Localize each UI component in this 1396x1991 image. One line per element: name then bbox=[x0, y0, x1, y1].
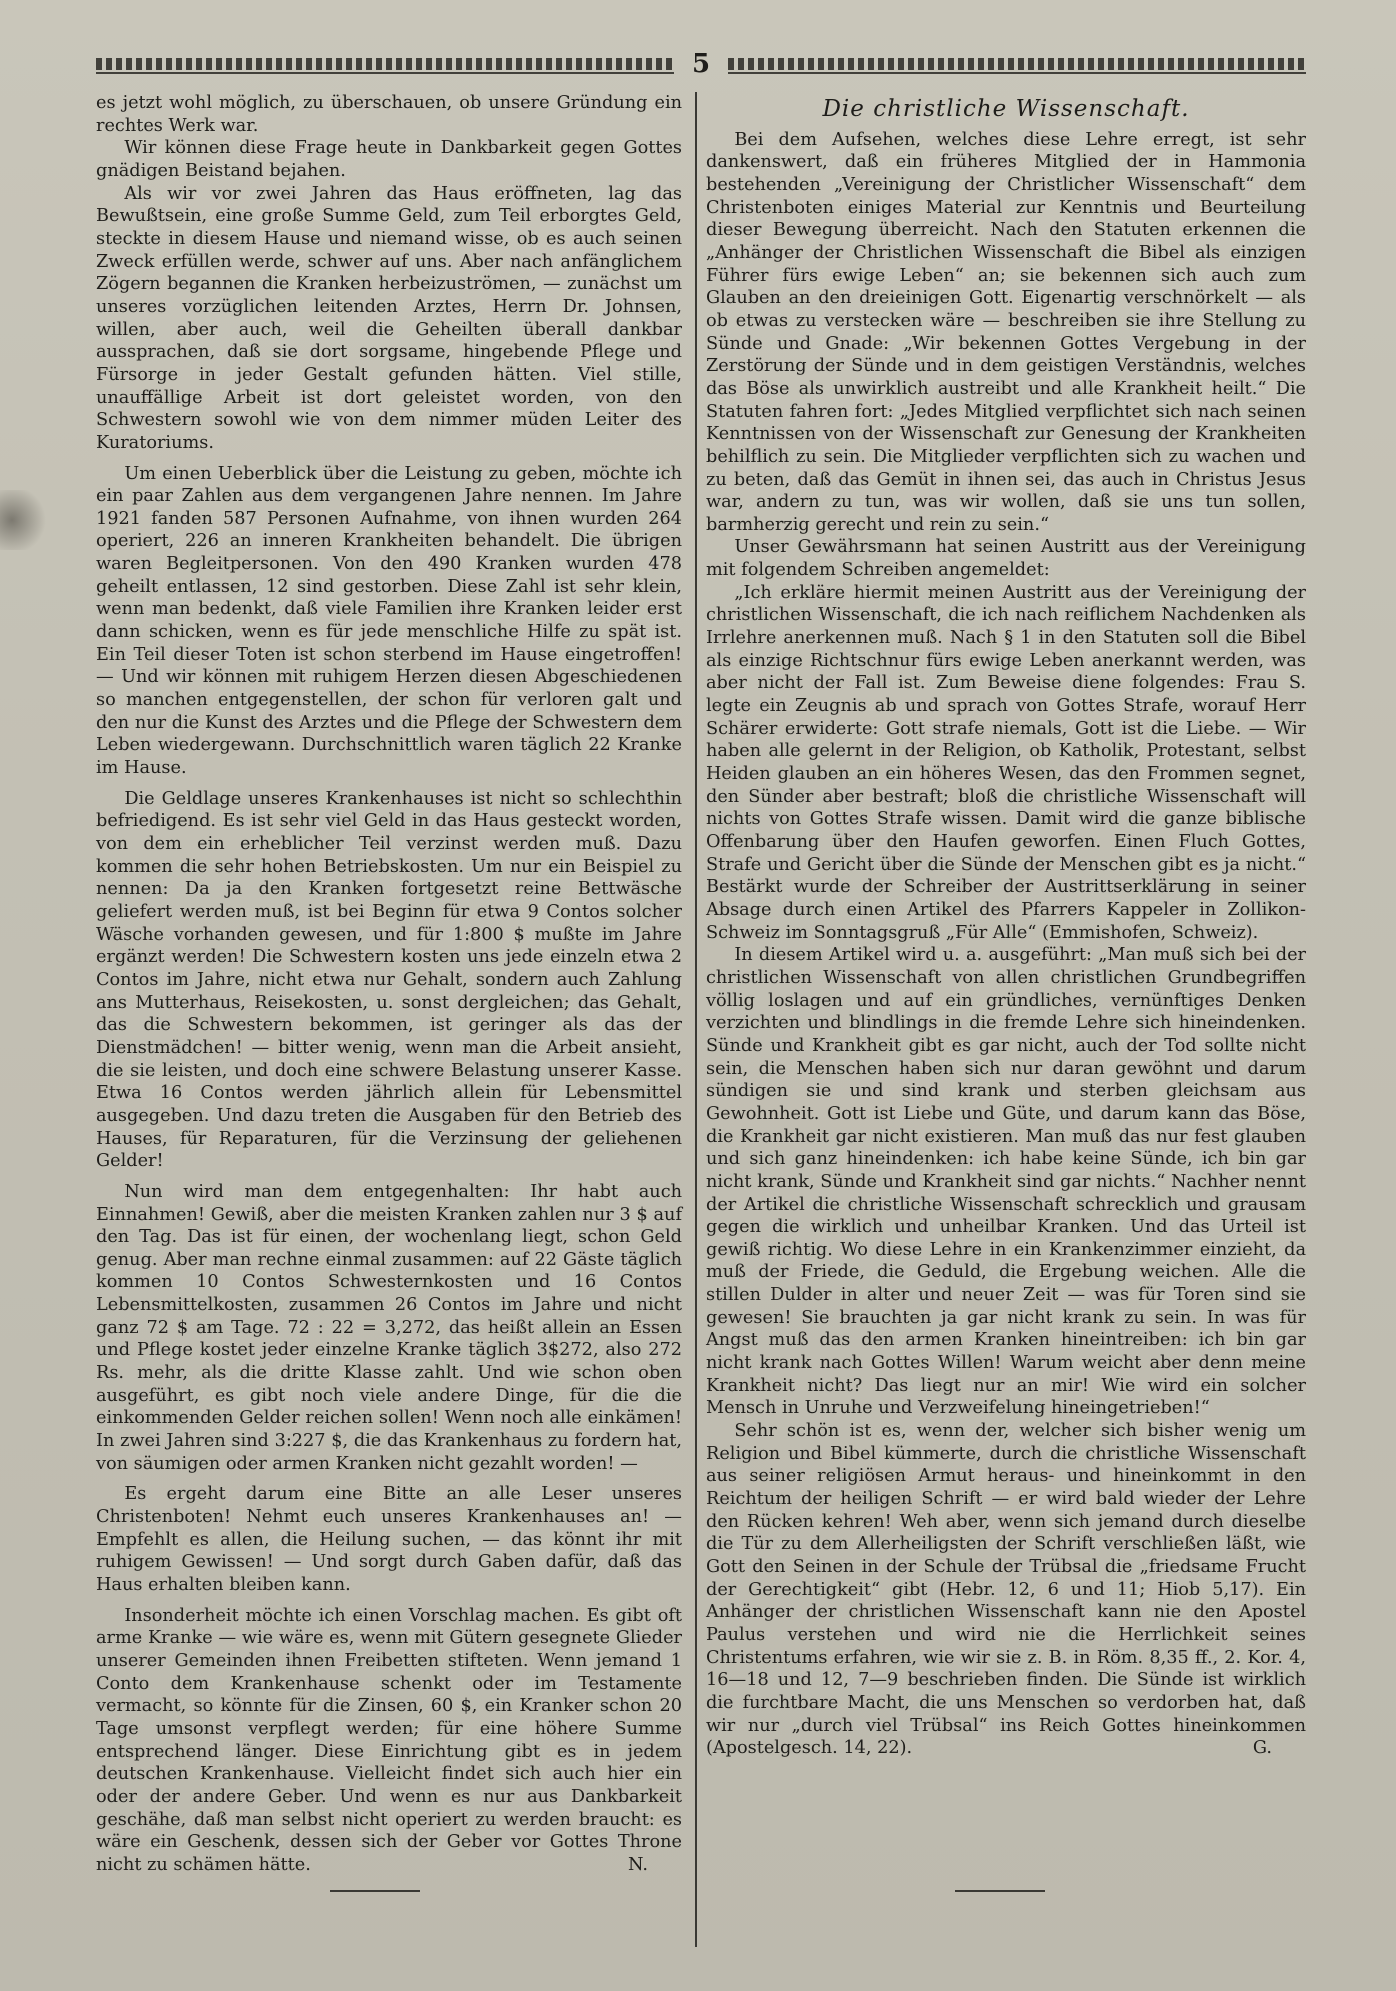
page-stain bbox=[0, 490, 60, 550]
right-paragraph bbox=[706, 1420, 1306, 1760]
right-paragraph: Unser Gewährsmann hat seinen Austritt aus der Vereinigung mit folgendem Schreiben angemeldet: bbox=[706, 537, 1306, 581]
right-paragraph-text: Sehr schön ist es, wenn der, welcher sich bisher wenig um Religion und Bibel kümmerte, durch die christliche Wissenschaft aus seiner religiösen Armut heraus- und hineinkommt in den Reichtum der heiligen Schrift — er wird bald wieder der Lehre den Rücken kehren! Weh aber, wenn sich jemand durch dieselbe die Tür zu dem Allerheiligsten der Schrift verschließen läßt, wie Gott den Seinen in der Schule der Trübsal die „friedsame Frucht der Gerechtigkeit“ gibt (Hebr. 12, 6 und 11; Hiob 5,17). Ein Anhänger der christlichen Wissenschaft kann nie den Apostel Paulus verstehen und wird nie die Herrlichkeit seines Christentums erfahren, wie wir sie z. B. in Röm. 8,35 ff., 2. Kor. 4, 16—18 und 12, 7—9 beschrieben finden. Die Sünde ist wirklich die furchtbare Macht, die uns Menschen so verdorben hat, daß wir nur „durch viel Trübsal“ ins Reich Gottes hineinkommen (Apostelgesch. 14, 22). bbox=[706, 1421, 1306, 1759]
right-paragraph: Bei dem Aufsehen, welches diese Lehre erregt, ist sehr dankenswert, daß ein früheres Mitglied der in Hammonia bestehenden „Vereinigung der Christlicher Wissenschaft“ dem Christenboten einiges Material zur Kenntnis und Beurteilung dieser Bewegung überreicht. Nach den Statuten erkennen die „Anhänger der Christlichen Wissenschaft die Bibel als einzigen Führer fürs ewige Leben“ an; sie bekennen sich auch zum Glauben an den dreieinigen Gott. Eigenartig verschnörkelt — als ob etwas zu verstecken wäre — beschreiben sie ihre Stellung zu Sünde und Gnade: „Wir bekennen Gottes Vergebung in der Zerstörung der Sünde und in dem geistigen Verständnis, welches das Böse als unwirklich austreibt und alle Krankheit heilt.“ Die Statuten fahren fort: „Jedes Mitglied verpflichtet sich nach seinen Kenntnissen von der Wissenschaft zur Genesung der Krankheiten behilflich zu sein. Die Mitglieder verpflichten sich zu wachen und zu beten, daß das Gemüt in ihnen sei, das auch in Christus Jesus war, andern zu tun, was wir wollen, daß sie uns tun sollen, barmherzig gerecht und rein zu sein.“ bbox=[706, 129, 1306, 535]
left-paragraph: es jetzt wohl möglich, zu überschauen, ob unsere Gründung ein rechtes Werk war. bbox=[96, 93, 682, 136]
author-signature: G. bbox=[1252, 1738, 1272, 1759]
left-paragraph: Um einen Ueberblick über die Leistung zu geben, möchte ich ein paar Zahlen aus dem vergangenen Jahre nennen. Im Jahre 1921 fanden 587 Personen Aufnahme, von ihnen wurden 264 operiert, 226 an inneren Krankheiten behandelt. Die übrigen waren Begleitpersonen. Von den 490 Kranken wurden 478 geheilt entlassen, 12 sind gestorben. Diese Zahl ist sehr klein, wenn man bedenkt, daß viele Familien ihre Kranken leider erst dann schicken, wenn es für jede menschliche Hilfe zu spät ist. Ein Teil dieser Toten ist schon sterbend im Hause eingetroffen! — Und wir können mit ruhigem Herzen diesen Abgeschiedenen so manchen entgegenstellen, der schon für verloren galt und den nur die Kunst des Arztes und die Pflege der Schwestern dem Leben wiedergewann. Durchschnittlich waren täglich 22 Kranke im Hause. bbox=[96, 463, 682, 779]
left-paragraph-text: Insonderheit möchte ich einen Vorschlag machen. Es gibt oft arme Kranke — wie wäre es, wenn mit Gütern gesegnete Glieder unserer Gemeinden ihnen Freibetten stifteten. Wenn jemand 1 Conto dem Krankenhause schenkt oder im Testamente vermacht, so könnte für die Zinsen, 60 $, ein Kranker schon 20 Tage umsonst verpflegt werden; für eine höhere Summe entsprechend länger. Diese Einrichtung gibt es in jedem deutschen Krankenhause. Vielleicht findet sich auch hier ein oder der andere Geber. Und wenn es nur aus Dankbarkeit geschähe, daß man selbst nicht operiert zu werden braucht: es wäre ein Geschenk, dessen sich der Geber vor Gottes Throne nicht zu schämen hätte. bbox=[96, 1605, 682, 1875]
left-paragraph: Die Geldlage unseres Krankenhauses ist nicht so schlechthin befriedigend. Es ist sehr viel Geld in das Haus gesteckt worden, von dem ein erheblicher Teil verzinst werden muß. Dazu kommen die sehr hohen Betriebskosten. Um nur ein Beispiel zu nennen: Da ja den Kranken fortgesetzt reine Bettwäsche geliefert werden muß, ist bei Beginn für etwa 9 Contos solcher Wäsche vorhanden gewesen, und für 1:800 $ mußte im Jahre ergänzt werden! Die Schwestern kosten uns jede einzeln etwa 2 Contos im Jahre, nicht etwa nur Gehalt, sondern auch Zahlung ans Mutterhaus, Reisekosten, u. sonst dergleichen; das Gehalt, das die Schwestern bekommen, ist geringer als das der Dienstmädchen! — bitter wenig, wenn man die Arbeit ansieht, die sie leisten, und doch eine schwere Belastung unserer Kasse. Etwa 16 Contos werden jährlich allein für Lebensmittel ausgegeben. Und dazu treten die Ausgaben für den Betrieb des Hauses, für Reparaturen, für die Verzinsung der geliehenen Gelder! bbox=[96, 788, 682, 1172]
column-divider bbox=[695, 92, 697, 1947]
page-number: 5 bbox=[691, 49, 711, 79]
left-paragraph bbox=[96, 1605, 682, 1877]
right-paragraph: „Ich erkläre hiermit meinen Austritt aus der Vereinigung der christlichen Wissenschaft, die ich nach reiflichem Nachdenken als Irrlehre anerkennen muß. Nach § 1 in den Statuten soll die Bibel als einzige Richtschnur fürs ewige Leben anerkannt werden, was aber nicht der Fall ist. Zum Beweise diene folgendes: Frau S. legte ein Zeugnis ab und sprach von Gottes Strafe, worauf Herr Schärer erwiderte: Gott strafe niemals, Gott ist die Liebe. — Wir haben alle gelernt in der Religion, ob Katholik, Protestant, selbst Heiden glauben an ein höheres Wesen, das den Frommen segnet, den Sünder aber bestraft; bloß die christliche Wissenschaft will nichts von Gottes Strafe wissen. Damit wird die ganze biblische Offenbarung über den Haufen geworfen. Einen Fluch Gottes, Strafe und Gericht über die Sünde der Menschen gibt es ja nicht.“ Bestärkt wurde der Schreiber der Austrittserklärung in seiner Absage durch einen Artikel des Pfarrers Kappeler in Zollikon-Schweiz im Sonntagsgruß „Für Alle“ (Emmishofen, Schweiz). bbox=[706, 582, 1306, 943]
author-signature: N. bbox=[628, 1854, 648, 1875]
end-rule-right bbox=[955, 1890, 1045, 1892]
left-column bbox=[96, 92, 682, 1877]
end-rule-left bbox=[330, 1890, 420, 1892]
left-paragraph: Als wir vor zwei Jahren das Haus eröffneten, lag das Bewußtsein, eine große Summe Geld, zum Teil erborgtes Geld, steckte in diesem Hause und niemand wisse, ob es auch seinen Zweck erfüllen werde, schwer auf uns. Aber nach anfänglichem Zögern begannen die Kranken herbeizuströmen, — zunächst um unseres vorzüglichen leitenden Arztes, Herrn Dr. Johnsen, willen, aber auch, weil die Geheilten überall dankbar aussprachen, daß sie dort sorgsame, hingebende Pflege und Fürsorge in jeder Gestalt gefunden hätten. Viel stille, unauffällige Arbeit ist dort geleistet worden, von den Schwestern sowohl wie von dem nimmer müden Leiter des Kuratoriums. bbox=[96, 183, 682, 453]
left-paragraph: Nun wird man dem entgegenhalten: Ihr habt auch Einnahmen! Gewiß, aber die meisten Kranken zahlen nur 3 $ auf den Tag. Das ist für einen, der wochenlang liegt, schon Geld genug. Aber man rechne einmal zusammen: auf 22 Gäste täglich kommen 10 Contos Schwesternkosten und 16 Contos Lebensmittelkosten, zusammen 26 Contos im Jahre und nicht ganz 72 $ am Tage. 72 : 22 = 3,272, das heißt allein an Essen und Pflege kostet jeder einzelne Kranke täglich 3$272, also 272 Rs. mehr, als die dritte Klasse zahlt. Und wie schon oben ausgeführt, es gibt noch viele andere Dinge, für die die einkommenden Gelder reichen sollen! Wenn noch alle einkämen! In zwei Jahren sind 3:227 $, die das Krankenhaus zu fordern hat, von säumigen oder armen Kranken nicht gezahlt worden! — bbox=[96, 1181, 682, 1474]
right-column bbox=[706, 92, 1306, 1760]
left-paragraph: Wir können diese Frage heute in Dankbarkeit gegen Gottes gnädigen Beistand bejahen. bbox=[96, 138, 682, 181]
header-ornament-left bbox=[96, 54, 674, 74]
left-paragraph: Es ergeht darum eine Bitte an alle Leser unseres Christenboten! Nehmt euch unseres Krankenhauses an! — Empfehlt es allen, die Heilung suchen, — das könnt ihr mit ruhigem Gewissen! — Und sorgt durch Gaben dafür, daß das Haus erhalten bleiben kann. bbox=[96, 1484, 682, 1595]
article-title: Die christliche Wissenschaft. bbox=[822, 96, 1190, 122]
header-ornament-right bbox=[728, 54, 1306, 74]
right-paragraph: In diesem Artikel wird u. a. ausgeführt: „Man muß sich bei der christlichen Wissenschaft von allen christlichen Grundbegriffen völlig loslagen und auf ein gründliches, vernünftiges Denken verzichten und blindlings in die fremde Lehre sich hineindenken. Sünde und Krankheit gibt es gar nicht, auch der Tod sollte nicht sein, die Menschen haben sich nur daran gewöhnt und darum sündigen sie und sind krank und sterben gleichsam aus Gewohnheit. Gott ist Liebe und Güte, und darum kann das Böse, die Krankheit gar nicht existieren. Man muß das nur fest glauben und sich ganz hineindenken: ich habe keine Sünde, ich bin gar nicht krank, Sünde und Krankheit sind gar nichts.“ Nachher nennt der Artikel die christliche Wissenschaft schrecklich und grausam gegen die wirklich und unheilbar Kranken. Und das Urteil ist gewiß richtig. Wo diese Lehre in ein Krankenzimmer einzieht, da muß der Friede, die Geduld, die Ergebung weichen. Alle die stillen Dulder in alter und neuer Zeit — was für Toren sind sie gewesen! Sie brauchten ja gar nicht krank zu sein. In was für Angst muß das den armen Kranken hineintreiben: ich bin gar nicht krank nach Gottes Willen! Warum weicht aber denn meine Krankheit nicht? Das liegt nur an mir! Wie wird ein solcher Mensch in Unruhe und Verzweifelung hineingetrieben!“ bbox=[706, 945, 1306, 1419]
page-header bbox=[96, 46, 1306, 82]
